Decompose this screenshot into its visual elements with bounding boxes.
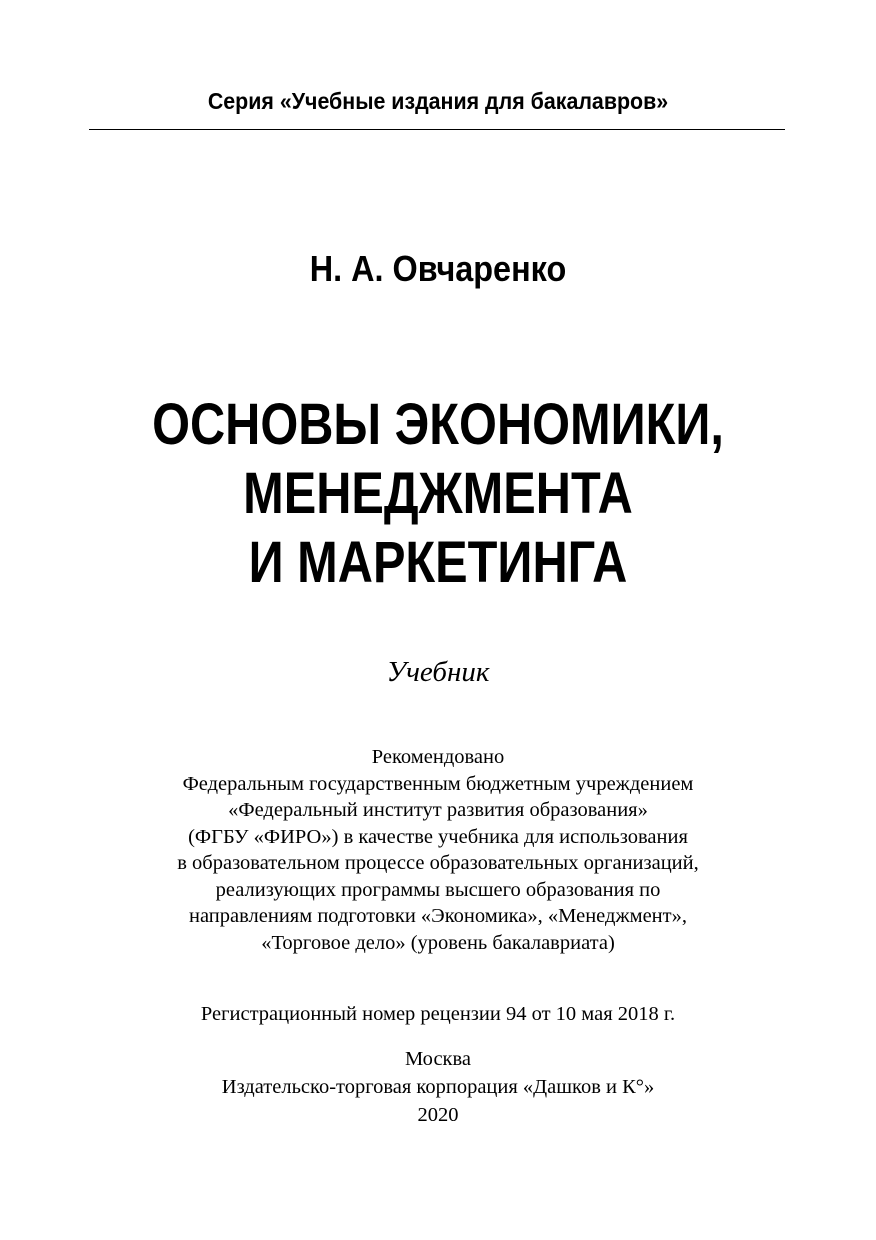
imprint-city: Москва	[404, 1048, 472, 1070]
book-title-line-3: И МАРКЕТИНГА	[248, 530, 628, 595]
imprint-block	[0, 1045, 876, 1129]
series-title: Серия «Учебные издания для бакалавров»	[207, 88, 669, 114]
book-title-line-1: ОСНОВЫ ЭКОНОМИКИ,	[152, 392, 724, 457]
recommendation-line-6: реализующих программы высшего образования по	[215, 878, 661, 901]
book-title	[70, 390, 806, 597]
recommendation-line-5: в образовательном процессе образовательных организаций,	[177, 852, 699, 874]
header-divider	[89, 129, 785, 130]
book-type: Учебник	[386, 656, 490, 688]
book-title-line-2: МЕНЕДЖМЕНТА	[243, 461, 633, 526]
recommendation-line-8: «Торговое дело» (уровень бакалавриата)	[261, 931, 615, 954]
recommendation-line-7: направлениям подготовки «Экономика», «Менеджмент»,	[189, 905, 687, 927]
imprint-year: 2020	[417, 1104, 459, 1126]
recommendation-line-4: (ФГБУ «ФИРО») в качестве учебника для использования	[188, 825, 688, 848]
imprint-publisher: Издательско-торговая корпорация «Дашков и К°»	[221, 1076, 655, 1098]
recommendation-line-3: «Федеральный институт развития образования»	[228, 799, 648, 821]
recommendation-line-2: Федеральным государственным бюджетным учреждением	[182, 772, 694, 795]
recommendation-block	[0, 744, 876, 956]
registration-number: Регистрационный номер рецензии 94 от 10 мая 2018 г.	[200, 1003, 676, 1025]
author-name: Н. А. Овчаренко	[309, 248, 567, 289]
recommendation-line-1: Рекомендовано	[371, 746, 505, 768]
